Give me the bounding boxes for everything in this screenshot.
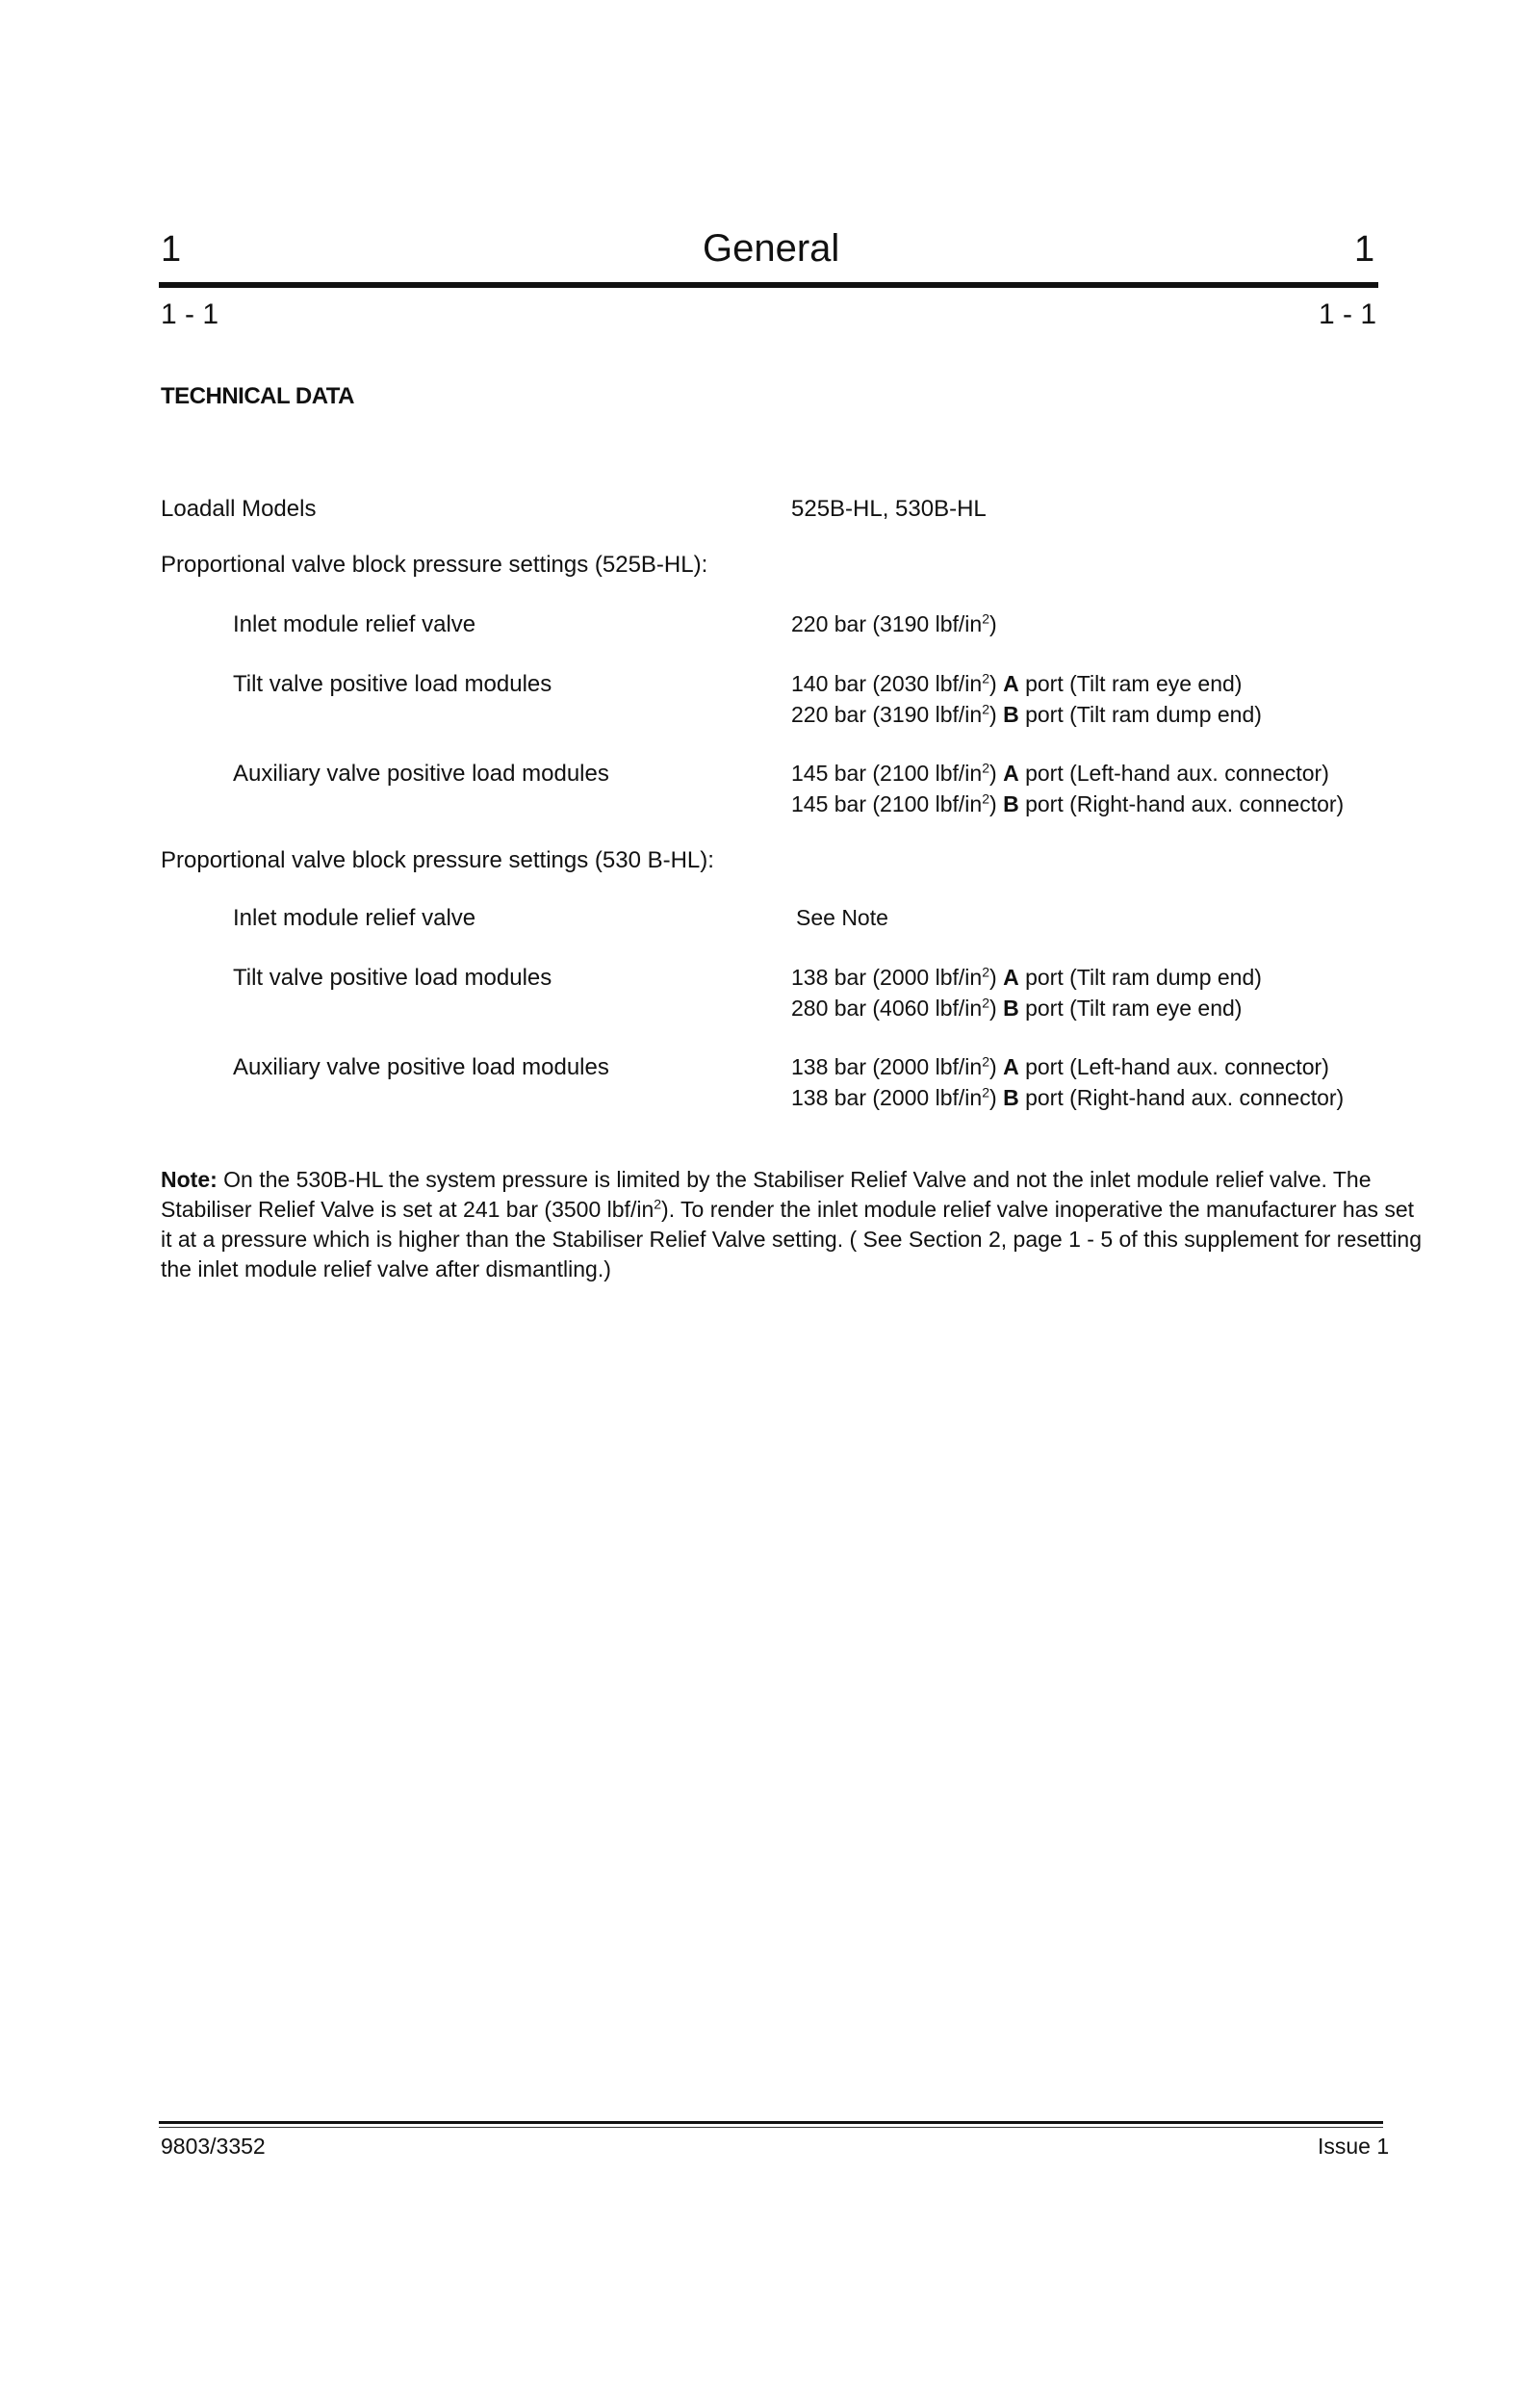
section-title: TECHNICAL DATA [161,383,354,409]
block-525-aux-value-a: 145 bar (2100 lbf/$in^2$) A port (Left-hand aux. connector) [791,760,1329,786]
block-525-aux-label: Auxiliary valve positive load modules [233,761,609,787]
block-530-inlet-label: Inlet module relief valve [233,905,476,931]
note-label: Note: [161,1167,218,1192]
page-number-left: 1 - 1 [161,298,219,330]
models-value: 525B-HL, 530B-HL [791,496,987,522]
block-525-heading: Proportional valve block pressure settings (525B-HL): [161,552,708,578]
block-525-tilt-value-b: 220 bar (3190 lbf/$in^2$) B port (Tilt ram dump end) [791,701,1262,727]
header-rule [159,282,1378,288]
block-530-tilt-label: Tilt valve positive load modules [233,965,552,991]
chapter-number-left: 1 [161,229,182,270]
block-525-tilt-label: Tilt valve positive load modules [233,671,552,697]
block-530-heading: Proportional valve block pressure settings (530 B-HL): [161,847,714,873]
block-525-aux-value-b: 145 bar (2100 lbf/$in^2$) B port (Right-hand aux. connector) [791,790,1345,816]
footer-rule-thin [159,2127,1383,2128]
block-525-tilt-value-a: 140 bar (2030 lbf/$in^2$) A port (Tilt ram eye end) [791,670,1243,696]
block-525-inlet-label: Inlet module relief valve [233,611,476,637]
block-530-inlet-value: See Note [796,905,888,930]
page-title: General [703,227,840,270]
block-530-aux-value-a: 138 bar (2000 lbf/$in^2$) A port (Left-hand aux. connector) [791,1053,1329,1079]
block-530-aux-label: Auxiliary valve positive load modules [233,1054,609,1080]
document-number: 9803/3352 [161,2134,266,2159]
block-525-inlet-value: 220 bar (3190 lbf/$in^2$) [791,610,997,636]
note-paragraph: Note: On the 530B-HL the system pressure is limited by the Stabiliser Relief Valve and not the inlet module relief valve. The Stabiliser Relief Valve is set at 241 bar (3500 lbf/$in^2$). To render the inlet module relief valve inoperative the manufacturer has set it at a pressure which is higher than the Stabiliser Relief Valve setting. ( See Section 2, page 1 - 5 of this supplement for resetting the inlet module relief valve after dismantling.) [161,1167,1423,1281]
footer-rule [159,2121,1383,2124]
chapter-number-right: 1 [1354,229,1375,270]
issue-label: Issue 1 [1318,2134,1390,2159]
block-530-tilt-value-a: 138 bar (2000 lbf/$in^2$) A port (Tilt ram dump end) [791,964,1262,990]
models-label: Loadall Models [161,496,317,522]
page-number-right: 1 - 1 [1319,298,1377,330]
block-530-aux-value-b: 138 bar (2000 lbf/$in^2$) B port (Right-hand aux. connector) [791,1084,1345,1110]
block-530-tilt-value-b: 280 bar (4060 lbf/$in^2$) B port (Tilt ram eye end) [791,995,1243,1021]
